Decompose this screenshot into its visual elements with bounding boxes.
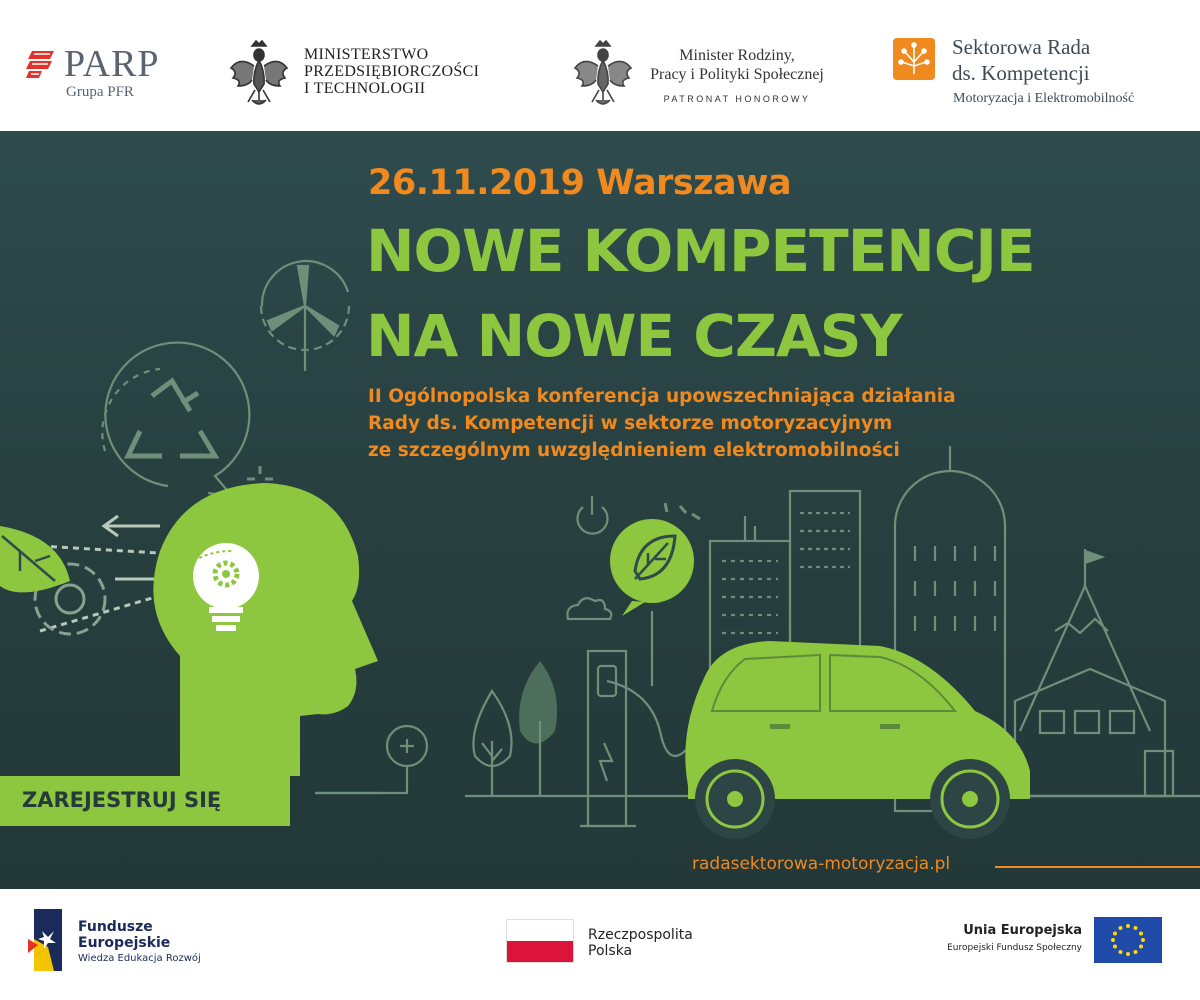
conference-banner bbox=[0, 131, 1200, 889]
council-line-1: Sektorowa Rada bbox=[952, 35, 1091, 59]
minister-line-2: Pracy i Polityki Społecznej bbox=[650, 66, 824, 83]
tree-icon bbox=[519, 661, 557, 796]
council-sub: Motoryzacja i Elektromobilność bbox=[953, 91, 1135, 106]
power-icon bbox=[577, 496, 607, 534]
plus-circle-icon bbox=[315, 726, 427, 793]
url-divider bbox=[995, 866, 1200, 868]
sector-council-name bbox=[952, 34, 1090, 86]
european-funds-name bbox=[78, 919, 170, 951]
patronage-label: PATRONAT HONOROWY bbox=[663, 94, 811, 104]
ministry-line-3: I TECHNOLOGII bbox=[304, 80, 426, 97]
description-line-1: II Ogólnopolska konferencja upowszechniająca działania bbox=[368, 386, 956, 407]
headline-line-1: NOWE KOMPETENCJE bbox=[366, 217, 1035, 285]
register-label: ZAREJESTRUJ SIĘ bbox=[22, 788, 222, 812]
rp-line-2: Polska bbox=[588, 943, 633, 959]
polish-eagle-emblem-icon bbox=[572, 38, 634, 108]
description-line-2: Rady ds. Kompetencji w sektorze motoryzacyjnym bbox=[368, 413, 893, 434]
conference-description bbox=[368, 383, 956, 464]
head-silhouette-illustration bbox=[153, 483, 378, 776]
rp-line-1: Rzeczpospolita bbox=[588, 927, 693, 943]
register-button[interactable] bbox=[0, 776, 290, 826]
headline-line-2: NA NOWE CZASY bbox=[366, 302, 902, 370]
ministry-line-2: PRZEDSIĘBIORCZOŚCI bbox=[304, 63, 480, 80]
sector-council-logo-icon bbox=[893, 38, 935, 80]
wind-turbine-icon bbox=[261, 261, 349, 371]
polish-flag-icon bbox=[506, 919, 574, 963]
parp-sub: Grupa PFR bbox=[66, 84, 134, 100]
minister-line-1: Minister Rodziny, bbox=[679, 47, 795, 64]
council-line-2: ds. Kompetencji bbox=[952, 61, 1090, 85]
parp-logo[interactable] bbox=[26, 44, 176, 104]
eu-fund-name: Europejski Fundusz Społeczny bbox=[947, 943, 1082, 953]
ministry-line-1: MINISTERSTWO bbox=[304, 46, 429, 63]
parp-mark-icon bbox=[26, 49, 56, 79]
electric-car-illustration bbox=[685, 641, 1030, 839]
charging-station-icon bbox=[580, 651, 700, 826]
funding-logo-bar bbox=[0, 889, 1200, 1000]
eu-flag-icon bbox=[1094, 917, 1162, 963]
tree-icon bbox=[473, 691, 511, 796]
eu-name: Unia Europejska bbox=[963, 923, 1082, 938]
partner-logo-bar bbox=[0, 0, 1200, 131]
event-date-place: 26.11.2019 Warszawa bbox=[368, 163, 792, 203]
mountain-flag-icon bbox=[1020, 549, 1150, 731]
leaf-bubble-icon bbox=[610, 519, 694, 616]
ministry-name bbox=[304, 46, 479, 97]
parp-name: PARP bbox=[64, 43, 160, 85]
european-funds-logo-icon bbox=[28, 909, 68, 971]
leaf-icon bbox=[0, 526, 70, 592]
minister-patronage bbox=[642, 46, 832, 109]
fe-line-2: Europejskie bbox=[78, 935, 171, 951]
website-link[interactable]: radasektorowa-motoryzacja.pl bbox=[692, 854, 951, 874]
recycle-bubble-icon bbox=[102, 343, 249, 496]
description-line-3: ze szczególnym uwzględnieniem elektromobilności bbox=[368, 440, 900, 461]
european-funds-program: Wiedza Edukacja Rozwój bbox=[78, 953, 201, 964]
cloud-icon bbox=[567, 598, 611, 619]
republic-of-poland-name bbox=[588, 927, 693, 959]
fe-line-1: Fundusze bbox=[78, 919, 153, 935]
polish-eagle-emblem-icon bbox=[228, 38, 290, 108]
